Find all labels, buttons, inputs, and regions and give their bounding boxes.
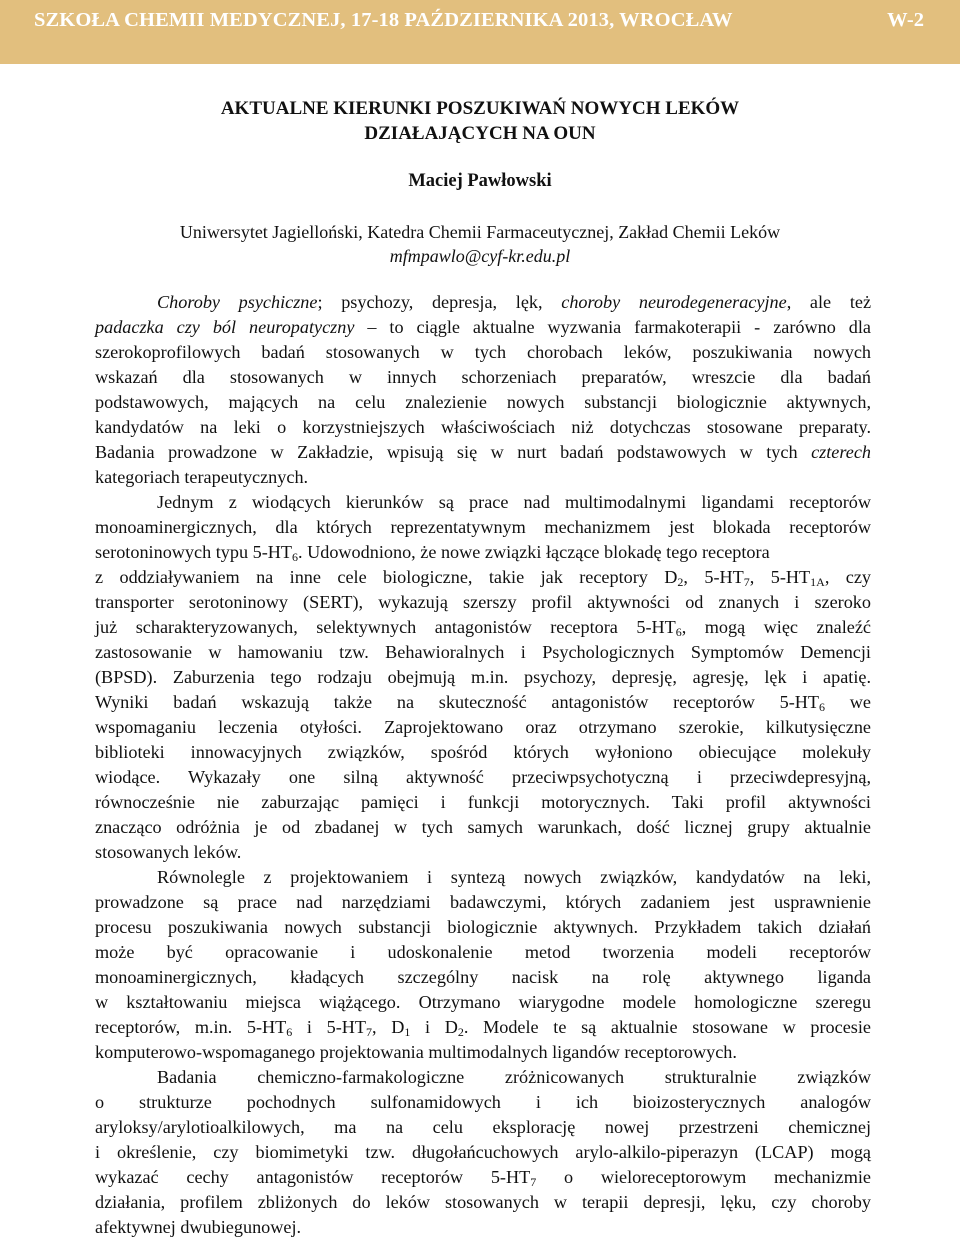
text-segment: i określenie, czy biomimetyki tzw. długołańcuchowych arylo-alkilo-piperazyn (LCAP) mogą <box>95 1142 871 1162</box>
text-segment: aryloksy/arylotioalkilowych, ma na celu eksplorację nowej przestrzeni chemicznej <box>95 1117 871 1137</box>
author-email: mfmpawlo@cyf-kr.edu.pl <box>389 246 571 266</box>
text-line <box>95 665 871 690</box>
text-segment: kategoriach terapeutycznych. <box>95 467 309 487</box>
text-segment: , czy <box>824 567 872 587</box>
subscript: 2 <box>457 1025 464 1039</box>
text-segment: i 5-HT <box>292 1017 367 1037</box>
text-line <box>95 1015 871 1040</box>
text-line <box>95 1065 871 1090</box>
text-segment: , 5-HT <box>683 567 744 587</box>
text-line <box>95 315 871 340</box>
text-segment: procesu poszukiwania nowych substancji biologicznie aktywnych. Przykładem takich działań <box>95 917 871 937</box>
text-line <box>95 765 871 790</box>
text-line <box>95 465 871 490</box>
text-segment: już scharakteryzowanych, selektywnych antagonistów receptora 5-HT <box>95 617 676 637</box>
text-segment: – to ciągle aktualne wyzwania farmakoterapii - zarówno dla <box>354 317 871 337</box>
text-line <box>95 440 871 465</box>
subscript: 1A <box>810 575 825 589</box>
text-segment: afektywnej dwubiegunowej. <box>95 1217 302 1237</box>
text-line <box>95 1190 871 1215</box>
text-segment: transporter serotoninowy (SERT), wykazują szerszy profil aktywności od znanych i szeroko <box>95 592 871 612</box>
text-line <box>95 590 871 615</box>
conference-title: SZKOŁA CHEMII MEDYCZNEJ, 17-18 PAŹDZIERNIKA 2013, WROCŁAW <box>34 9 733 31</box>
header-bar <box>0 0 960 64</box>
text-line <box>95 1215 871 1240</box>
italic-text: Choroby psychiczne <box>157 292 318 312</box>
text-line <box>95 840 871 865</box>
text-segment: Jednym z wiodących kierunków są prace nad multimodalnymi ligandami receptorów <box>157 492 871 512</box>
subscript: 7 <box>743 575 750 589</box>
text-line <box>95 990 871 1015</box>
text-segment: o wieloreceptorowym mechanizmie <box>536 1167 871 1187</box>
text-line <box>95 965 871 990</box>
text-segment: szerokoprofilowych badań stosowanych w tych chorobach leków, poszukiwania nowych <box>95 342 871 362</box>
text-segment: działania, profilem zbliżonych do leków stosowanych w terapii depresji, lęku, czy choroby <box>95 1192 871 1212</box>
text-line <box>95 290 871 315</box>
text-line <box>95 865 871 890</box>
text-line <box>95 615 871 640</box>
text-segment: z oddziaływaniem na inne cele biologiczne, takie jak receptory D <box>95 567 678 587</box>
text-segment: ; psychozy, depresja, lęk, <box>317 292 562 312</box>
text-segment: prowadzone są prace nad narzędziami badawczymi, których zadaniem jest usprawnienie <box>95 892 871 912</box>
text-line <box>95 915 871 940</box>
text-line <box>95 365 871 390</box>
text-segment: może być opracowanie i udoskonalenie metod tworzenia modeli receptorów <box>95 942 871 962</box>
author-name: Maciej Pawłowski <box>408 171 552 191</box>
paper-title-line-2: DZIAŁAJĄCYCH NA OUN <box>364 123 596 144</box>
subscript: 7 <box>366 1025 373 1039</box>
text-segment: monoaminergicznych, dla których reprezentatywnym mechanizmem jest blokada receptorów <box>95 517 871 537</box>
text-segment: stosowanych leków. <box>95 842 242 862</box>
text-segment: Badania prowadzone w Zakładzie, wpisują się w nurt badań podstawowych w tych <box>95 442 812 462</box>
text-line <box>95 490 871 515</box>
italic-text: padaczka czy ból neuropatyczny <box>95 317 355 337</box>
text-line <box>95 740 871 765</box>
text-segment: Wyniki badań wskazują także na skuteczność antagonistów receptorów 5-HT <box>95 692 820 712</box>
text-segment: o strukturze pochodnych sulfonamidowych i ich bioizosterycznych analogów <box>95 1092 871 1112</box>
text-segment: , 5-HT <box>749 567 811 587</box>
subscript: 6 <box>675 625 682 639</box>
text-segment: serotoninowych typu 5-HT <box>95 542 292 562</box>
text-line <box>95 1090 871 1115</box>
text-line <box>95 640 871 665</box>
text-segment: zastosowanie w hamowaniu tzw. Behawioralnych i Psychologicznych Symptomów Demencji <box>95 642 871 662</box>
subscript: 6 <box>292 550 298 564</box>
text-segment: wskazań dla stosowanych w innych schorzeniach preparatów, wreszcie dla badań <box>95 367 871 387</box>
text-line <box>95 690 871 715</box>
text-line <box>95 890 871 915</box>
text-segment: , ale też <box>786 292 872 312</box>
text-line <box>95 1165 871 1190</box>
text-line <box>95 340 871 365</box>
text-segment: , D <box>372 1017 405 1037</box>
subscript: 2 <box>677 575 684 589</box>
text-segment: , mogą więc znaleźć <box>681 617 871 637</box>
text-line <box>95 390 871 415</box>
text-segment: i D <box>410 1017 458 1037</box>
text-segment: receptorów, m.in. 5-HT <box>95 1017 287 1037</box>
text-line <box>95 540 871 565</box>
text-segment: biblioteki innowacyjnych związków, spośród których wyłoniono obiecujące molekuły <box>95 742 871 762</box>
text-segment: Badania chemiczno-farmakologiczne zróżnicowanych strukturalnie związków <box>157 1067 871 1087</box>
text-segment: wykazać cechy antagonistów receptorów 5-HT <box>95 1167 531 1187</box>
subscript: 7 <box>530 1175 537 1189</box>
text-segment: kandydatów na leki o korzystniejszych właściwościach niż dotychczas stosowane preparaty. <box>95 417 871 437</box>
text-line <box>95 1040 871 1065</box>
paper-title-line-1: AKTUALNE KIERUNKI POSZUKIWAŃ NOWYCH LEKÓW <box>220 98 740 119</box>
subscript: 1 <box>404 1025 411 1039</box>
text-line <box>95 415 871 440</box>
text-segment: znacząco odróżnia je od zbadanej w tych samych warunkach, dość licznej grupy aktualnie <box>95 817 871 837</box>
text-line <box>95 715 871 740</box>
subscript: 6 <box>286 1025 293 1039</box>
text-segment: równocześnie nie zaburzając pamięci i funkcji motorycznych. Taki profil aktywności <box>95 792 871 812</box>
abstract-code: W-2 <box>887 9 924 31</box>
text-line <box>95 940 871 965</box>
affiliation: Uniwersytet Jagielloński, Katedra Chemii Farmaceutycznej, Zakład Chemii Leków <box>179 222 781 242</box>
italic-text: choroby neurodegeneracyjne <box>561 292 787 312</box>
text-segment: wspomaganiu leczenia otyłości. Zaprojektowano oraz otrzymano szerokie, kilkutysięczne <box>95 717 871 737</box>
subscript: 6 <box>819 700 826 714</box>
italic-text: czterech <box>811 442 871 462</box>
text-line <box>95 515 871 540</box>
text-segment: Równolegle z projektowaniem i syntezą nowych związków, kandydatów na leki, <box>157 867 871 887</box>
text-line <box>95 790 871 815</box>
text-segment: (BPSD). Zaburzenia tego rodzaju obejmują m.in. psychozy, depresję, agresję, lęk i apatię. <box>95 667 871 687</box>
text-segment: komputerowo-wspomaganego projektowania multimodalnych ligandów receptorowych. <box>95 1042 737 1062</box>
text-line <box>95 565 871 590</box>
abstract-body <box>95 290 871 1240</box>
text-segment: we <box>825 692 871 712</box>
text-segment: . Udowodniono, że nowe związki łączące blokadę tego receptora <box>298 542 770 562</box>
text-line <box>95 815 871 840</box>
text-segment: . Modele te są aktualnie stosowane w procesie <box>463 1017 871 1037</box>
text-line <box>95 1115 871 1140</box>
text-segment: wiodące. Wykazały one silną aktywność przeciwpsychotyczną i przeciwdepresyjną, <box>95 767 871 787</box>
text-line <box>95 1140 871 1165</box>
text-segment: w kształtowaniu miejsca wiążącego. Otrzymano wiarygodne modele homologiczne szeregu <box>95 992 871 1012</box>
text-segment: monoaminergicznych, kładących szczególny nacisk na rolę aktywnego liganda <box>95 967 871 987</box>
text-segment: podstawowych, mających na celu znalezienie nowych substancji biologicznie aktywnych, <box>95 392 871 412</box>
